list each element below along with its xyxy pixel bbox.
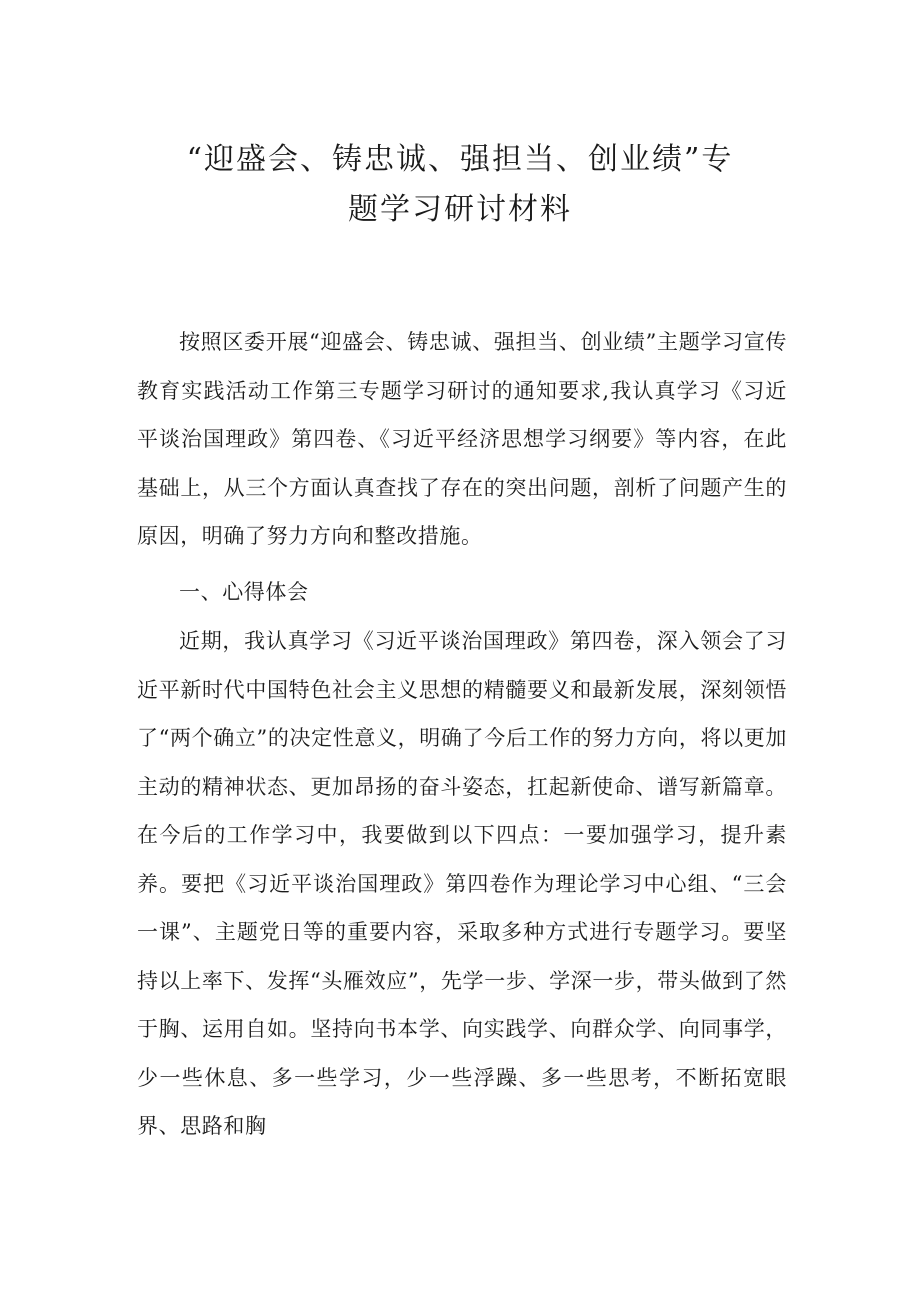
body-paragraph: 近期，我认真学习《习近平谈治国理政》第四卷，深入领会了习近平新时代中国特色社会主义思想的精髓要义和最新发展，深刻领悟了“两个确立”的决定性意义，明确了今后工作的努力方向，将以更加主动的精神状态、更加昂扬的奋斗姿态，扛起新使命、谱写新篇章。在今后的工作学习中，我要做到以下四点：一要加强学习，提升素养。要把《习近平谈治国理政》第四卷作为理论学习中心组、“三会一课”、主题党日等的重要内容，采取多种方式进行专题学习。要坚持以上率下、发挥“头雁效应”，先学一步、学深一步，带头做到了然于胸、运用自如。坚持向书本学、向实践学、向群众学、向同事学，少一些休息、多一些学习，少一些浮躁、多一些思考，不断拓宽眼界、思路和胸	[137, 629, 787, 1138]
document-title-line-2: 题学习研讨材料	[348, 192, 572, 227]
intro-paragraph: 按照区委开展“迎盛会、铸忠诚、强担当、创业绩”主题学习宣传教育实践活动工作第三专题学习研讨的通知要求,我认真学习《习近平谈治国理政》第四卷、《习近平经济思想学习纲要》等内容，在此基础上，从三个方面认真查找了存在的突出问题，剖析了问题产生的原因，明确了努力方向和整改措施。	[137, 330, 787, 548]
section-heading: 一、心得体会	[179, 580, 309, 604]
document-title-line-1: “迎盛会、铸忠诚、强担当、创业绩”专	[186, 142, 734, 177]
